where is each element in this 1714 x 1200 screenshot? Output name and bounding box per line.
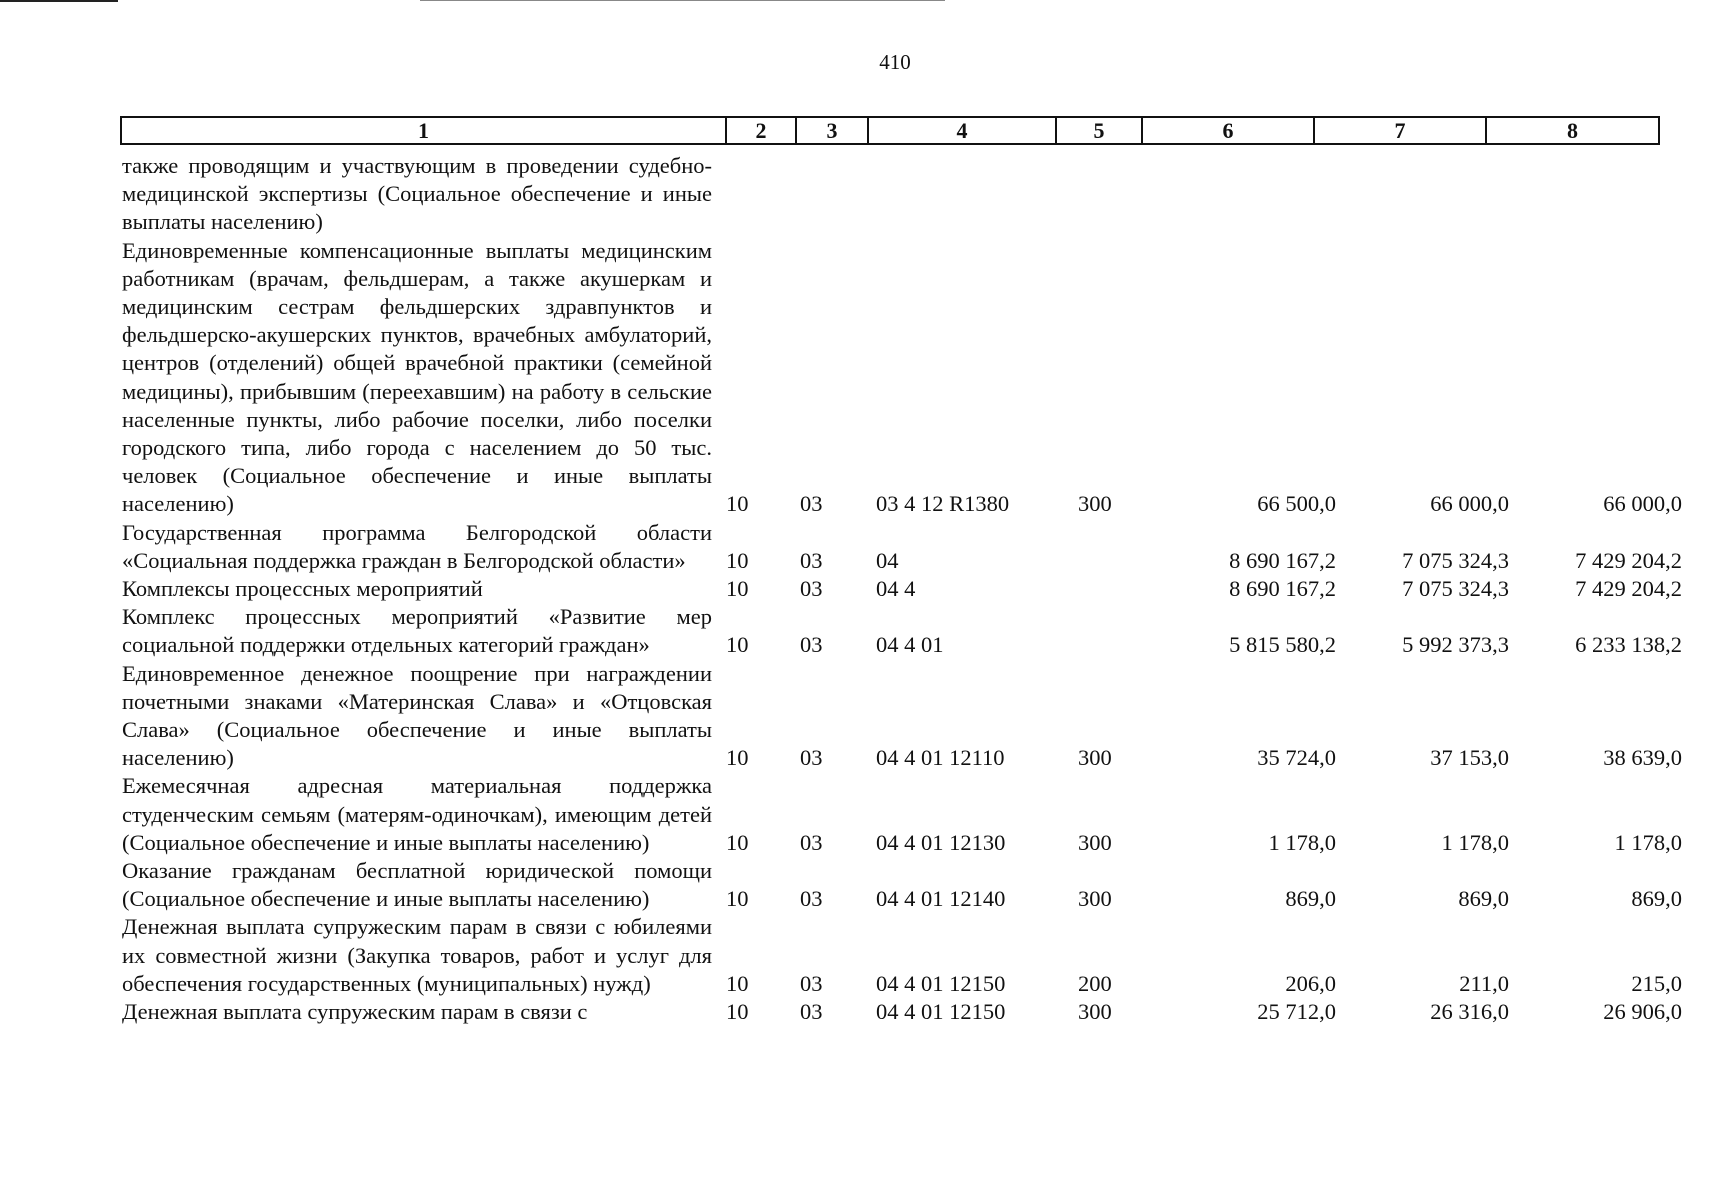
cell-section: 10 bbox=[726, 632, 749, 658]
table-row bbox=[122, 519, 1682, 575]
table-row bbox=[122, 857, 1682, 913]
cell-amount-1: 25 712,0 bbox=[1257, 999, 1336, 1025]
column-header-table bbox=[120, 116, 1660, 145]
cell-amount-2: 66 000,0 bbox=[1430, 491, 1509, 517]
cell-subsection: 03 bbox=[800, 745, 823, 771]
row-description: Денежная выплата супружеским парам в связи с юбилеями их совместной жизни (Закупка товаров, работ и услуг для обеспечения государственных (муниципальных) нужд) bbox=[122, 914, 712, 996]
row-description: Оказание гражданам бесплатной юридической помощи (Социальное обеспечение и иные выплаты населению) bbox=[122, 858, 712, 912]
cell-subsection: 03 bbox=[800, 999, 823, 1025]
cell-amount-1: 35 724,0 bbox=[1257, 745, 1336, 771]
table-row bbox=[122, 237, 1682, 519]
cell-target-article: 04 4 01 12150 bbox=[876, 970, 1006, 996]
row-description: Единовременные компенсационные выплаты медицинским работникам (врачам, фельдшерам, а также акушеркам и медицинским сестрам фельдшерских здравпунктов и фельдшерско-акушерских пунктов, врачебных амбулаторий, центров (отделений) общей врачебной практики (семейной медицины), прибывшим (переехавшим) на работу в сельские населенные пункты, либо рабочие поселки, либо поселки городского типа, либо города с населением до 50 тыс. человек (Социальное обеспечение и иные выплаты населению) bbox=[122, 237, 712, 517]
row-description: Ежемесячная адресная материальная поддержка студенческим семьям (матерям-одиночкам), имеющим детей (Социальное обеспечение и иные выплаты населению) bbox=[122, 773, 712, 855]
cell-target-article: 04 4 01 12150 bbox=[876, 999, 1006, 1025]
cell-amount-1: 869,0 bbox=[1285, 886, 1336, 912]
column-header: 1 bbox=[121, 117, 726, 144]
row-description: Государственная программа Белгородской области «Социальная поддержка граждан в Белгородской области» bbox=[122, 519, 712, 573]
cell-amount-2: 26 316,0 bbox=[1430, 999, 1509, 1025]
table-row bbox=[122, 575, 1682, 603]
cell-expense-type: 300 bbox=[1078, 886, 1112, 912]
table-row bbox=[122, 772, 1682, 857]
cell-section: 10 bbox=[726, 547, 749, 573]
cell-expense-type: 300 bbox=[1078, 829, 1112, 855]
cell-target-article: 04 4 01 12110 bbox=[876, 745, 1005, 771]
cell-target-article: 04 bbox=[876, 547, 899, 573]
cell-amount-2: 37 153,0 bbox=[1430, 745, 1509, 771]
cell-amount-1: 8 690 167,2 bbox=[1229, 547, 1336, 573]
column-header-row bbox=[121, 117, 1659, 144]
table-row bbox=[122, 913, 1682, 998]
cell-target-article: 04 4 bbox=[876, 576, 916, 602]
cell-amount-1: 8 690 167,2 bbox=[1229, 576, 1336, 602]
column-header: 6 bbox=[1142, 117, 1314, 144]
column-header: 8 bbox=[1486, 117, 1659, 144]
cell-expense-type: 200 bbox=[1078, 970, 1112, 996]
cell-expense-type: 300 bbox=[1078, 999, 1112, 1025]
cell-section: 10 bbox=[726, 970, 749, 996]
cell-subsection: 03 bbox=[800, 970, 823, 996]
cell-amount-1: 206,0 bbox=[1285, 970, 1336, 996]
row-description: также проводящим и участвующим в проведении судебно-медицинской экспертизы (Социальное обеспечение и иные выплаты населению) bbox=[122, 153, 712, 235]
cell-amount-1: 1 178,0 bbox=[1268, 829, 1336, 855]
column-header: 5 bbox=[1056, 117, 1142, 144]
cell-amount-2: 1 178,0 bbox=[1441, 829, 1509, 855]
cell-target-article: 03 4 12 R1380 bbox=[876, 491, 1010, 517]
cell-amount-2: 869,0 bbox=[1458, 886, 1509, 912]
page-number: 410 bbox=[879, 50, 911, 74]
cell-subsection: 03 bbox=[800, 491, 823, 517]
cell-amount-2: 211,0 bbox=[1459, 970, 1509, 996]
scan-edge-mark bbox=[420, 0, 945, 1]
cell-amount-3: 869,0 bbox=[1631, 886, 1682, 912]
table-row bbox=[122, 603, 1682, 659]
cell-amount-3: 215,0 bbox=[1631, 970, 1682, 996]
column-header: 2 bbox=[726, 117, 796, 144]
cell-section: 10 bbox=[726, 829, 749, 855]
cell-subsection: 03 bbox=[800, 886, 823, 912]
cell-amount-1: 66 500,0 bbox=[1257, 491, 1336, 517]
table-row bbox=[122, 152, 1658, 237]
row-description: Комплексы процессных мероприятий bbox=[122, 576, 483, 602]
cell-section: 10 bbox=[726, 491, 749, 517]
cell-subsection: 03 bbox=[800, 547, 823, 573]
cell-amount-3: 26 906,0 bbox=[1603, 999, 1682, 1025]
column-header: 4 bbox=[868, 117, 1056, 144]
table-row bbox=[122, 660, 1682, 773]
cell-amount-3: 66 000,0 bbox=[1603, 491, 1682, 517]
column-header: 3 bbox=[796, 117, 868, 144]
cell-expense-type: 300 bbox=[1078, 491, 1112, 517]
cell-amount-2: 7 075 324,3 bbox=[1402, 547, 1509, 573]
cell-section: 10 bbox=[726, 999, 749, 1025]
cell-section: 10 bbox=[726, 576, 749, 602]
cell-amount-2: 5 992 373,3 bbox=[1402, 632, 1509, 658]
cell-target-article: 04 4 01 12140 bbox=[876, 886, 1006, 912]
row-description: Единовременное денежное поощрение при награждении почетными знаками «Материнская Слава» и «Отцовская Слава» (Социальное обеспечение и иные выплаты населению) bbox=[122, 660, 712, 771]
cell-target-article: 04 4 01 bbox=[876, 632, 944, 658]
table-row bbox=[122, 998, 1682, 1026]
row-description: Комплекс процессных мероприятий «Развитие мер социальной поддержки отдельных категорий граждан» bbox=[122, 604, 712, 658]
cell-subsection: 03 bbox=[800, 632, 823, 658]
cell-amount-1: 5 815 580,2 bbox=[1229, 632, 1336, 658]
cell-amount-3: 6 233 138,2 bbox=[1575, 632, 1682, 658]
column-header: 7 bbox=[1314, 117, 1486, 144]
cell-expense-type: 300 bbox=[1078, 745, 1112, 771]
cell-target-article: 04 4 01 12130 bbox=[876, 829, 1006, 855]
cell-amount-3: 1 178,0 bbox=[1614, 829, 1682, 855]
cell-amount-3: 7 429 204,2 bbox=[1575, 547, 1682, 573]
cell-section: 10 bbox=[726, 745, 749, 771]
cell-amount-3: 7 429 204,2 bbox=[1575, 576, 1682, 602]
budget-table-body bbox=[122, 152, 1682, 1026]
cell-amount-3: 38 639,0 bbox=[1603, 745, 1682, 771]
scan-edge-mark bbox=[0, 0, 118, 2]
cell-subsection: 03 bbox=[800, 576, 823, 602]
cell-amount-2: 7 075 324,3 bbox=[1402, 576, 1509, 602]
cell-section: 10 bbox=[726, 886, 749, 912]
cell-subsection: 03 bbox=[800, 829, 823, 855]
row-description: Денежная выплата супружеским парам в связи с bbox=[122, 999, 588, 1025]
